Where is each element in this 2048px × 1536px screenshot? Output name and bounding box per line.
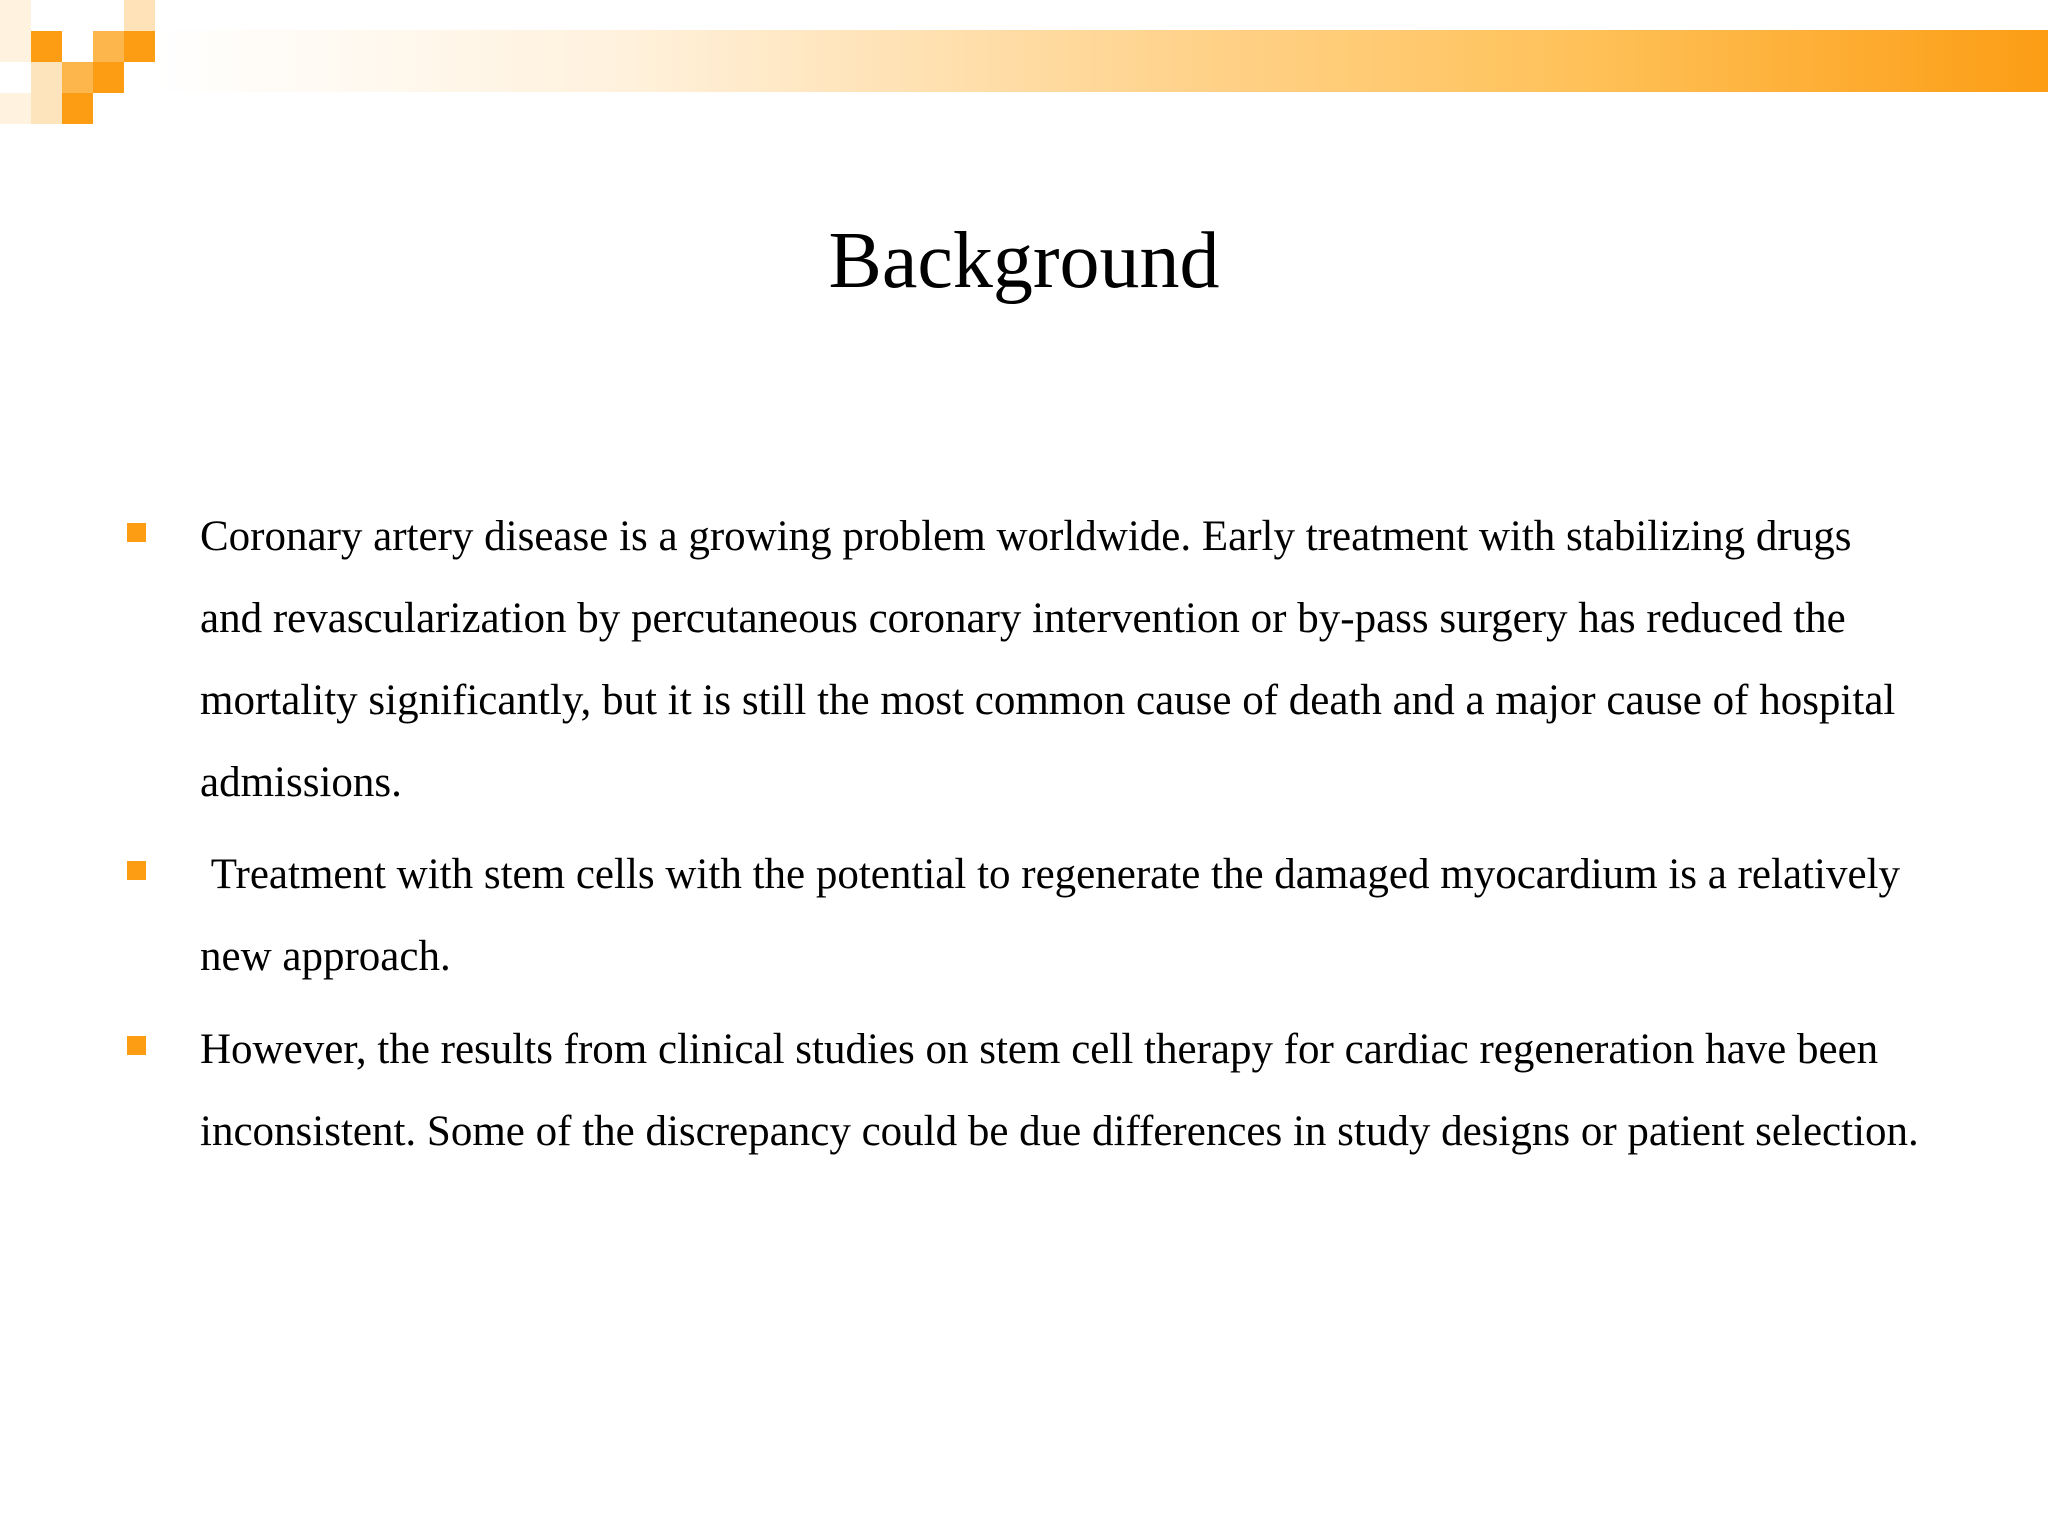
deco-square bbox=[93, 31, 124, 62]
slide-title: Background bbox=[828, 217, 1220, 305]
deco-square bbox=[62, 31, 93, 62]
deco-square bbox=[62, 62, 93, 93]
bullet-marker-icon bbox=[127, 523, 146, 542]
deco-square bbox=[0, 31, 31, 62]
deco-square bbox=[31, 93, 62, 124]
bullet-text: Treatment with stem cells with the potential to regenerate the damaged myocardium is a relatively new approach. bbox=[200, 851, 1911, 980]
bullet-marker-icon bbox=[127, 1036, 146, 1055]
bullet-text: Coronary artery disease is a growing problem worldwide. Early treatment with stabilizing drugs and revascularization by percutaneous coronary intervention or by-pass surgery has reduced the mortality significantly, but it is still the most common cause of death and a major cause of hospital admissions. bbox=[200, 513, 1896, 806]
deco-square bbox=[31, 62, 62, 93]
deco-square bbox=[0, 62, 31, 93]
bullet-marker-icon bbox=[127, 861, 146, 880]
deco-square bbox=[62, 93, 93, 124]
bullet-text: However, the results from clinical studies on stem cell therapy for cardiac regeneration have been inconsistent. Some of the discrepancy could be due differences in study designs or patient selection. bbox=[200, 1026, 1919, 1155]
deco-square bbox=[31, 31, 62, 62]
deco-square bbox=[124, 31, 155, 62]
header-gradient-band bbox=[155, 30, 2048, 92]
deco-square bbox=[0, 93, 31, 124]
deco-square bbox=[93, 62, 124, 93]
deco-square bbox=[0, 0, 31, 31]
deco-square bbox=[124, 0, 155, 31]
